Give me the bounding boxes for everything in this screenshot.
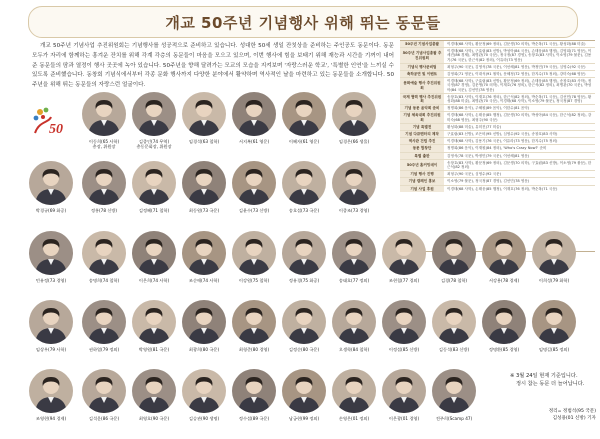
alumni-profile bbox=[529, 231, 579, 291]
person-portrait-icon bbox=[29, 231, 73, 275]
portrait-photo bbox=[182, 369, 226, 413]
committee-table bbox=[400, 40, 595, 252]
person-portrait-icon bbox=[382, 300, 426, 344]
alumni-profile bbox=[379, 300, 429, 360]
alumni-name: 조현철(77 경외) bbox=[388, 278, 420, 283]
person-portrait-icon bbox=[132, 300, 176, 344]
alumni-profile bbox=[229, 92, 279, 152]
person-portrait-icon bbox=[182, 300, 226, 344]
alumni-name: 이은희(74 사학) bbox=[138, 278, 170, 283]
portrait-photo bbox=[132, 231, 176, 275]
committee-row bbox=[400, 64, 595, 71]
byline-line: 정리= 정범석(95 국문) bbox=[548, 409, 596, 414]
person-portrait-icon bbox=[182, 161, 226, 205]
portrait-photo bbox=[182, 300, 226, 344]
alumni-name: 김경(78 철학) bbox=[440, 278, 468, 283]
portrait-photo bbox=[232, 300, 276, 344]
alumni-caption bbox=[523, 347, 585, 352]
alumni-name: 김동석(83 신방) bbox=[438, 347, 470, 352]
alumni-name: 김석운(86 국문) bbox=[88, 416, 120, 421]
committee-name: 국제 협력 행사 추진위원회 bbox=[400, 94, 444, 104]
alumni-profile bbox=[279, 300, 329, 360]
footnote bbox=[510, 372, 598, 388]
committee-row bbox=[400, 78, 595, 94]
committee-row bbox=[400, 105, 595, 112]
committee-row bbox=[400, 153, 595, 160]
committee-members: 이경태(68 사학), 황문정(69 정외), 김문생(70 의학), 박순복(71 국문), 황성화(88 미술) bbox=[447, 42, 586, 46]
alumni-profile bbox=[279, 161, 329, 221]
committee-name: 축하공연 및 이벤트 bbox=[400, 71, 444, 77]
portrait-photo bbox=[29, 161, 73, 205]
person-portrait-icon bbox=[82, 369, 126, 413]
committee-name: 50주년 기념사업총괄 bbox=[400, 41, 444, 47]
person-portrait-icon bbox=[282, 300, 326, 344]
alumni-name: 조순애(74 사학) bbox=[188, 278, 220, 283]
committee-name: 기념식 행사준비팀 bbox=[400, 64, 444, 70]
committee-members: 송창호(83 사학), 이재호(76 정외), 한근석(82 정외), 박순복(71 국문), 김선민(78 영문), 황성화(88 미술), 최병관(70 국문), 이경태(68 사학), 이소영(79 불문), 정국정(87 경영) bbox=[447, 94, 592, 104]
alumni-profile bbox=[429, 369, 479, 429]
alumni-profile bbox=[329, 92, 379, 152]
page-title: 개교 50주년 기념행사 위해 뛰는 동문들 bbox=[165, 14, 441, 32]
alumni-profile bbox=[479, 300, 529, 360]
person-portrait-icon bbox=[432, 300, 476, 344]
alumni-profile bbox=[329, 231, 379, 291]
alumni-caption bbox=[323, 208, 385, 213]
person-portrait-icon bbox=[232, 369, 276, 413]
committee-name: 특별 출판 bbox=[400, 153, 444, 159]
alumni-name: 임경석(63 철학) bbox=[188, 139, 220, 144]
alumni-profile bbox=[179, 300, 229, 360]
alumni-profile bbox=[279, 369, 329, 429]
portrait-photo bbox=[282, 300, 326, 344]
committee-members: 구효림(83 신방), 조은비(95 신방), 심영수(92 국문), 송창호(83 사학) bbox=[447, 132, 558, 137]
committee-row bbox=[400, 124, 595, 131]
alumni-profile bbox=[129, 231, 179, 291]
alumni-name: 남궁현(99 정외) bbox=[288, 416, 320, 421]
committee-members: 김영석(78 국문), 박정민(79 국문), 이선혜(81 영문) bbox=[447, 153, 530, 158]
byline bbox=[500, 408, 596, 422]
portrait-photo bbox=[29, 369, 73, 413]
person-portrait-icon bbox=[382, 231, 426, 275]
portrait-photo bbox=[282, 369, 326, 413]
portrait-photo bbox=[282, 231, 326, 275]
alumni-profile bbox=[179, 161, 229, 221]
alumni-caption bbox=[523, 278, 585, 283]
alumni-profile bbox=[79, 300, 129, 360]
person-portrait-icon bbox=[432, 231, 476, 275]
portrait-photo bbox=[482, 300, 526, 344]
person-portrait-icon bbox=[132, 92, 176, 136]
anniversary-emblem-icon bbox=[31, 103, 75, 137]
person-portrait-icon bbox=[482, 300, 526, 344]
person-portrait-icon bbox=[82, 92, 126, 136]
alumni-name: 박경규(69 화공) bbox=[35, 208, 67, 213]
alumni-profile bbox=[279, 231, 329, 291]
committee-row bbox=[400, 145, 595, 152]
person-portrait-icon bbox=[282, 231, 326, 275]
alumni-name: 민유정(73 경영) bbox=[35, 278, 67, 283]
portrait-photo bbox=[332, 369, 376, 413]
alumni-profile bbox=[429, 231, 479, 291]
person-portrait-icon bbox=[232, 92, 276, 136]
alumni-name: 송명희(74 철학) bbox=[88, 278, 120, 283]
portrait-photo bbox=[432, 300, 476, 344]
alumni-name: 이정섭(85 신방) bbox=[388, 347, 420, 352]
portrait-photo bbox=[132, 161, 176, 205]
alumni-profile bbox=[26, 161, 76, 221]
committee-name: 기념 체육대회 추진위원회 bbox=[400, 112, 444, 122]
alumni-name: 정수섭(89 국문) bbox=[238, 416, 270, 421]
committee-name: 50주년 기념사업총괄 추진위원회 bbox=[400, 48, 444, 63]
footnote-line: ※ 3월 24일 현재 기준입니다. bbox=[510, 373, 578, 379]
portrait-photo bbox=[532, 300, 576, 344]
alumni-name: 송태호(77 정외) bbox=[338, 278, 370, 283]
headline-banner bbox=[28, 6, 578, 38]
committee-name: 동문 합창단 bbox=[400, 145, 444, 151]
committee-members: 정명희(86 음악), 주혜원(89 음악), 이한수(81 음악) bbox=[447, 106, 530, 111]
alumni-name: 송호섭(73 국문) bbox=[288, 208, 320, 213]
intro-paragraph: 개교 50주년 기념사업 추진위원회는 기념행사를 성공적으로 준비하고 있습니다. 성대한 50세 생일 잔칫상을 준비하는 주인공도 동문이다. 동문 모두가 자리에 함께하는 흥겨운 잔치를 위해 각계 각층의 동문들이 마음을 모으고 있으며, 이번 행사에 힘을 보태기 위해 재능과 시간을 기꺼이 내어 준 동문들의 땀과 열정이 행사 곳곳에 녹아 있습니다. 50주년을 향해 달려가는 모교의 모습을 지켜보며 '자랑스러운 학교', '특별한 인연'을 느끼실 수 있도록 준비했습니다. 동창회 기념식에서부터 각종 문화 행사까지 다양한 분야에서 활약하며 역사적인 날을 마련하고 있는 동문들을 소개합니다. 50주년을 위해 뛰는 동문들의 자랑스런 얼굴이다. bbox=[32, 43, 394, 89]
portrait-photo bbox=[232, 231, 276, 275]
committee-members: 이경태(68 사학), 구효림(83 신방), 박성아(84 국문), 손태웅(85 행정), 김영희(71 영문), 이세진(86 경제), 최병관(70 국문), 정국정(87 경영), 송창호(83 사학), 이소영(79 불문), 김용기(76 국문), 한근석(82 정외), 이유라(73 영문) bbox=[447, 49, 592, 62]
committee-row bbox=[400, 94, 595, 105]
alumni-profile bbox=[79, 161, 129, 221]
person-portrait-icon bbox=[282, 369, 326, 413]
alumni-name: 정홍(78 신방) bbox=[90, 208, 118, 213]
alumni-name: 서지복(61 영문) bbox=[238, 139, 270, 144]
person-portrait-icon bbox=[432, 369, 476, 413]
alumni-name: 이은광(01 경영) bbox=[388, 416, 420, 421]
portrait-photo bbox=[132, 369, 176, 413]
portrait-photo bbox=[282, 161, 326, 205]
person-portrait-icon bbox=[532, 300, 576, 344]
alumni-profile bbox=[79, 231, 129, 291]
alumni-name: 이희성(79 화학) bbox=[538, 278, 570, 283]
portrait-photo bbox=[232, 161, 276, 205]
committee-name: 기념 캠페인 홍보 bbox=[400, 178, 444, 184]
portrait-photo bbox=[282, 92, 326, 136]
person-portrait-icon bbox=[232, 161, 276, 205]
committee-members: 이경태(68 사학), 구효림(83 신방), 황문정(69 정외), 손태웅(85 행정), 송창호(83 사학), 정국정(87 경영), 김문생(70 의학), 이재호(76 정외), 한근석(82 정외), 최병관(70 국문), 박성아(84 국문), 김선민(78 영문) bbox=[447, 79, 592, 92]
committee-name: 기념 다큐멘터리 제작 bbox=[400, 131, 444, 137]
portrait-photo bbox=[182, 161, 226, 205]
alumni-name: 최동원(73 국문) bbox=[188, 208, 220, 213]
alumni-name: 최광희(80 국문) bbox=[188, 347, 220, 352]
person-portrait-icon bbox=[182, 369, 226, 413]
alumni-name: 최형준(80 경영) bbox=[238, 347, 270, 352]
alumni-profile bbox=[179, 92, 229, 152]
portrait-photo bbox=[182, 92, 226, 136]
committee-name: 기념 행사 진행 bbox=[400, 171, 444, 177]
portrait-photo bbox=[532, 231, 576, 275]
alumni-profile bbox=[379, 231, 429, 291]
person-portrait-icon bbox=[482, 231, 526, 275]
committee-members: 최형주(90 국문), 김영석(78 국문), 이선혜(81 영문), 박정민(79 국문), 심영수(92 국문) bbox=[447, 64, 586, 69]
committee-row bbox=[400, 138, 595, 145]
portrait-photo bbox=[82, 161, 126, 205]
alumni-profile bbox=[379, 369, 429, 429]
committee-row bbox=[400, 48, 595, 64]
alumni-profile bbox=[129, 300, 179, 360]
committee-name: 문화예술 행사 추진위원회 bbox=[400, 78, 444, 93]
committee-name: 역사관 건립 추진 bbox=[400, 138, 444, 144]
alumni-profile bbox=[229, 231, 279, 291]
alumni-name: 최영호(90 국문) bbox=[138, 416, 170, 421]
alumni-profile bbox=[479, 231, 529, 291]
committee-members: 김영희(71 영문), 이대석(91 철학), 문혜정(72 영문), 한지수(75 정외), 강미숙(68 영문) bbox=[447, 72, 586, 77]
alumni-name: 김윤수(73 신방) bbox=[238, 208, 270, 213]
alumni-caption bbox=[323, 139, 385, 144]
anniversary-logo bbox=[31, 103, 75, 137]
person-portrait-icon bbox=[332, 161, 376, 205]
alumni-name: 임명길(85 정외) bbox=[538, 347, 570, 352]
committee-row bbox=[400, 186, 595, 192]
footnote-line: 정시 참는 동문 더 늘어납니다. bbox=[516, 381, 585, 387]
alumni-profile bbox=[329, 161, 379, 221]
person-portrait-icon bbox=[29, 300, 73, 344]
portrait-photo bbox=[332, 231, 376, 275]
alumni-profile bbox=[529, 300, 579, 360]
person-portrait-icon bbox=[332, 231, 376, 275]
alumni-profile bbox=[179, 369, 229, 429]
portrait-photo bbox=[382, 300, 426, 344]
committee-row bbox=[400, 160, 595, 171]
alumni-profile bbox=[129, 92, 179, 152]
alumni-name: 이동희(65 사학) bbox=[88, 139, 120, 144]
person-portrait-icon bbox=[82, 300, 126, 344]
portrait-photo bbox=[382, 231, 426, 275]
person-portrait-icon bbox=[132, 231, 176, 275]
alumni-profile bbox=[26, 300, 76, 360]
committee-name: 기념 사업 후원 bbox=[400, 186, 444, 192]
person-portrait-icon bbox=[182, 92, 226, 136]
committee-name: 기념 특별전 bbox=[400, 124, 444, 130]
alumni-profile bbox=[279, 92, 329, 152]
alumni-name: 이혜자(61 영문) bbox=[288, 139, 320, 144]
person-portrait-icon bbox=[282, 92, 326, 136]
committee-members: 이경태(68 사학), 손태웅(85 행정), 이재호(76 정외), 박순복(71 국문) bbox=[447, 186, 558, 191]
committee-row bbox=[400, 41, 595, 48]
person-portrait-icon bbox=[382, 369, 426, 413]
alumni-name: 조영현(94 경제) bbox=[35, 416, 67, 421]
portrait-photo bbox=[332, 161, 376, 205]
byline-line: 김성용(01 신방) 기자 bbox=[552, 416, 596, 422]
alumni-name: 임경은(66 생물) bbox=[338, 139, 370, 144]
person-portrait-icon bbox=[132, 161, 176, 205]
portrait-photo bbox=[82, 369, 126, 413]
portrait-photo bbox=[232, 92, 276, 136]
committee-name: 기념 동문 음악회 준비 bbox=[400, 105, 444, 111]
portrait-photo bbox=[82, 300, 126, 344]
portrait-photo bbox=[232, 369, 276, 413]
alumni-name: 정명환(85 경영) bbox=[488, 347, 520, 352]
alumni-profile bbox=[329, 300, 379, 360]
person-portrait-icon bbox=[82, 231, 126, 275]
alumni-name: 전주희(Scamp 47) bbox=[435, 416, 473, 421]
alumni-role: 총장, 위원장 bbox=[92, 144, 116, 150]
person-portrait-icon bbox=[29, 161, 73, 205]
committee-members: 이소영(79 불문), 정국정(87 경영), 김선민(78 영문) bbox=[447, 179, 530, 184]
committee-members: 황성화(88 미술), 유미진(77 미술) bbox=[447, 124, 502, 129]
portrait-photo bbox=[182, 231, 226, 275]
alumni-profile bbox=[229, 369, 279, 429]
person-portrait-icon bbox=[332, 300, 376, 344]
portrait-photo bbox=[82, 231, 126, 275]
committee-row bbox=[400, 131, 595, 138]
committee-row bbox=[400, 178, 595, 185]
svg-text:50: 50 bbox=[49, 122, 63, 137]
alumni-name: 김정순(80 국문) bbox=[288, 347, 320, 352]
person-portrait-icon bbox=[182, 231, 226, 275]
portrait-photo bbox=[432, 231, 476, 275]
portrait-photo bbox=[482, 231, 526, 275]
alumni-name: 정유경(75 화공) bbox=[288, 278, 320, 283]
committee-row bbox=[400, 112, 595, 123]
alumni-name: 이종조(73 경영) bbox=[338, 208, 370, 213]
portrait-photo bbox=[332, 92, 376, 136]
alumni-name: 손영은(01 정외) bbox=[338, 416, 370, 421]
committee-members: 이경태(68 사학), 김용기(76 국문), 이유라(73 영문), 한지수(75 정외) bbox=[447, 139, 558, 144]
committee-members: 이경태(68 사학), 손태웅(85 행정), 김문생(70 의학), 박성아(84 국문), 한근석(82 정외), 강미숙(68 영문), 최형주(90 국문) bbox=[447, 113, 592, 122]
portrait-photo bbox=[29, 231, 73, 275]
alumni-name: 임상우(79 사학) bbox=[35, 347, 67, 352]
alumni-profile bbox=[429, 300, 479, 360]
committee-row bbox=[400, 171, 595, 178]
alumni-name: 김종인(74 무역) bbox=[138, 139, 170, 144]
committee-members: 송창호(83 사학), 황문정(69 정외), 김문생(70 의학), 구효림(83 신방), 이소영(79 불문), 한근석(82 정외) bbox=[447, 160, 592, 170]
person-portrait-icon bbox=[132, 369, 176, 413]
alumni-name: 김승관(90 생명) bbox=[188, 416, 220, 421]
alumni-profile bbox=[129, 161, 179, 221]
alumni-name: 권하열(79 정외) bbox=[88, 347, 120, 352]
alumni-name: 서강용(78 경제) bbox=[488, 278, 520, 283]
alumni-role: 총동문회장, 위원장 bbox=[136, 144, 172, 150]
person-portrait-icon bbox=[232, 231, 276, 275]
committee-members: 정명희(86 음악), 이재원(84 정외), 'Who's Crazy Now?' 준비 bbox=[447, 146, 547, 151]
portrait-photo bbox=[29, 300, 73, 344]
alumni-caption bbox=[423, 416, 485, 421]
portrait-photo bbox=[382, 369, 426, 413]
portrait-photo bbox=[332, 300, 376, 344]
committee-row bbox=[400, 71, 595, 78]
person-portrait-icon bbox=[29, 369, 73, 413]
portrait-photo bbox=[132, 300, 176, 344]
person-portrait-icon bbox=[332, 92, 376, 136]
person-portrait-icon bbox=[332, 369, 376, 413]
alumni-name: 박영원(81 국문) bbox=[138, 347, 170, 352]
committee-members: 최형주(90 국문), 심영수(92 국문) bbox=[447, 172, 502, 177]
person-portrait-icon bbox=[82, 161, 126, 205]
person-portrait-icon bbox=[532, 231, 576, 275]
alumni-name: 오생학(84 철학) bbox=[338, 347, 370, 352]
alumni-profile bbox=[26, 369, 76, 429]
person-portrait-icon bbox=[282, 161, 326, 205]
alumni-profile bbox=[329, 369, 379, 429]
alumni-profile bbox=[129, 369, 179, 429]
alumni-profile bbox=[79, 92, 129, 152]
committee-name: 50주년 홈커밍데이 bbox=[400, 160, 444, 170]
alumni-profile bbox=[229, 161, 279, 221]
alumni-name: 이강원(75 철학) bbox=[238, 278, 270, 283]
portrait-photo bbox=[432, 369, 476, 413]
alumni-profile bbox=[26, 231, 76, 291]
alumni-profile bbox=[229, 300, 279, 360]
alumni-profile bbox=[179, 231, 229, 291]
alumni-profile bbox=[79, 369, 129, 429]
portrait-photo bbox=[82, 92, 126, 136]
portrait-photo bbox=[132, 92, 176, 136]
alumni-name: 김정혜(71 철학) bbox=[138, 208, 170, 213]
person-portrait-icon bbox=[232, 300, 276, 344]
